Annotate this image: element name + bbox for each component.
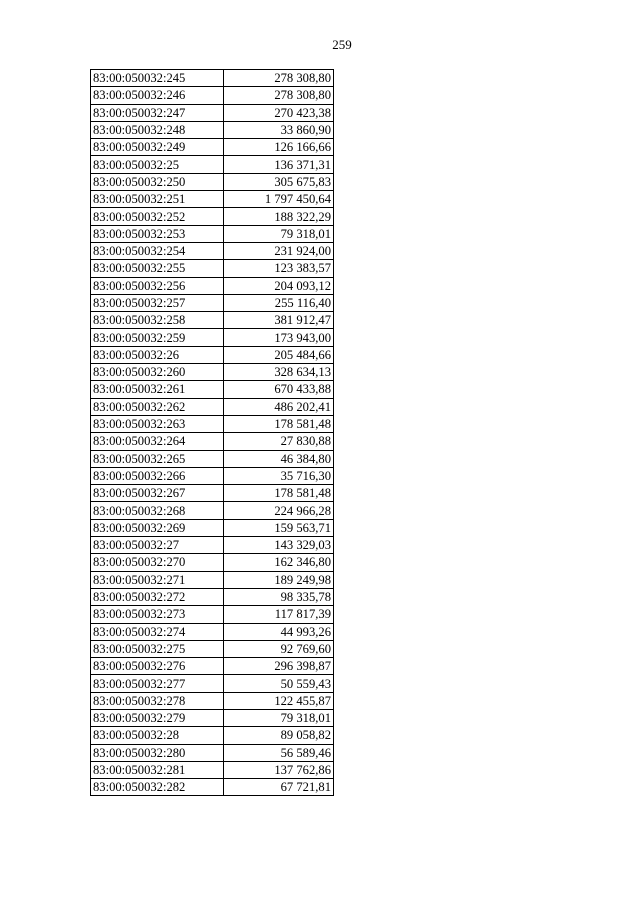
table-row (91, 623, 334, 640)
cadastral-number-cell: 83:00:050032:279 (91, 709, 224, 726)
cadastral-number-cell: 83:00:050032:272 (91, 588, 224, 605)
cadastral-number-cell: 83:00:050032:266 (91, 467, 224, 484)
page-number: 259 (332, 37, 352, 52)
table-row (91, 346, 334, 363)
cadastral-number-cell: 83:00:050032:253 (91, 225, 224, 242)
cadastral-number-cell: 83:00:050032:26 (91, 346, 224, 363)
value-cell: 35 716,30 (224, 467, 334, 484)
table-row (91, 242, 334, 259)
cadastral-number-cell: 83:00:050032:273 (91, 606, 224, 623)
cadastral-number-cell: 83:00:050032:252 (91, 208, 224, 225)
table-row (91, 709, 334, 726)
cadastral-number-cell: 83:00:050032:247 (91, 104, 224, 121)
cadastral-number-cell: 83:00:050032:257 (91, 294, 224, 311)
table-row (91, 104, 334, 121)
table-row (91, 121, 334, 138)
cadastral-number-cell: 83:00:050032:280 (91, 744, 224, 761)
table-row (91, 744, 334, 761)
table-row (91, 779, 334, 796)
value-cell: 296 398,87 (224, 658, 334, 675)
cadastral-number-cell: 83:00:050032:277 (91, 675, 224, 692)
table-row (91, 260, 334, 277)
cadastral-number-cell: 83:00:050032:25 (91, 156, 224, 173)
table-row (91, 156, 334, 173)
table-row (91, 537, 334, 554)
cadastral-number-cell: 83:00:050032:255 (91, 260, 224, 277)
value-cell: 224 966,28 (224, 502, 334, 519)
value-cell: 79 318,01 (224, 225, 334, 242)
value-cell: 122 455,87 (224, 692, 334, 709)
table-row (91, 606, 334, 623)
cadastral-number-cell: 83:00:050032:265 (91, 450, 224, 467)
cadastral-number-cell: 83:00:050032:271 (91, 571, 224, 588)
value-cell: 231 924,00 (224, 242, 334, 259)
table-row (91, 381, 334, 398)
value-cell: 98 335,78 (224, 588, 334, 605)
value-cell: 89 058,82 (224, 727, 334, 744)
value-cell: 204 093,12 (224, 277, 334, 294)
table-row (91, 398, 334, 415)
value-cell: 278 308,80 (224, 70, 334, 87)
value-cell: 173 943,00 (224, 329, 334, 346)
cadastral-number-cell: 83:00:050032:267 (91, 485, 224, 502)
value-cell: 56 589,46 (224, 744, 334, 761)
cadastral-number-cell: 83:00:050032:256 (91, 277, 224, 294)
table-row (91, 467, 334, 484)
cadastral-number-cell: 83:00:050032:276 (91, 658, 224, 675)
value-cell: 270 423,38 (224, 104, 334, 121)
table-row (91, 70, 334, 87)
table-row (91, 225, 334, 242)
value-cell: 205 484,66 (224, 346, 334, 363)
table-row (91, 727, 334, 744)
cadastral-number-cell: 83:00:050032:281 (91, 761, 224, 778)
value-cell: 117 817,39 (224, 606, 334, 623)
table-row (91, 294, 334, 311)
value-cell: 328 634,13 (224, 364, 334, 381)
value-cell: 46 384,80 (224, 450, 334, 467)
table-row (91, 519, 334, 536)
cadastral-number-cell: 83:00:050032:27 (91, 537, 224, 554)
cadastral-number-cell: 83:00:050032:245 (91, 70, 224, 87)
cadastral-number-cell: 83:00:050032:261 (91, 381, 224, 398)
table-row (91, 502, 334, 519)
value-cell: 278 308,80 (224, 87, 334, 104)
value-cell: 159 563,71 (224, 519, 334, 536)
table-row (91, 191, 334, 208)
cadastral-number-cell: 83:00:050032:249 (91, 139, 224, 156)
cadastral-number-cell: 83:00:050032:278 (91, 692, 224, 709)
cadastral-number-cell: 83:00:050032:250 (91, 173, 224, 190)
table-row (91, 277, 334, 294)
value-cell: 188 322,29 (224, 208, 334, 225)
table-row (91, 208, 334, 225)
value-cell: 33 860,90 (224, 121, 334, 138)
value-cell: 381 912,47 (224, 312, 334, 329)
table-row (91, 139, 334, 156)
value-cell: 126 166,66 (224, 139, 334, 156)
cadastral-number-cell: 83:00:050032:268 (91, 502, 224, 519)
cadastral-number-cell: 83:00:050032:262 (91, 398, 224, 415)
value-cell: 162 346,80 (224, 554, 334, 571)
table-row (91, 87, 334, 104)
table-row (91, 554, 334, 571)
value-cell: 143 329,03 (224, 537, 334, 554)
cadastral-number-cell: 83:00:050032:259 (91, 329, 224, 346)
value-cell: 92 769,60 (224, 640, 334, 657)
table-row (91, 312, 334, 329)
table-row (91, 692, 334, 709)
value-cell: 50 559,43 (224, 675, 334, 692)
table-row (91, 588, 334, 605)
cadastral-value-table (90, 69, 334, 796)
table-row (91, 415, 334, 432)
cadastral-number-cell: 83:00:050032:254 (91, 242, 224, 259)
cadastral-number-cell: 83:00:050032:258 (91, 312, 224, 329)
value-cell: 123 383,57 (224, 260, 334, 277)
table-row (91, 761, 334, 778)
value-cell: 137 762,86 (224, 761, 334, 778)
value-cell: 27 830,88 (224, 433, 334, 450)
table-row (91, 485, 334, 502)
table-row (91, 173, 334, 190)
cadastral-number-cell: 83:00:050032:263 (91, 415, 224, 432)
cadastral-number-cell: 83:00:050032:269 (91, 519, 224, 536)
value-cell: 486 202,41 (224, 398, 334, 415)
table-row (91, 450, 334, 467)
table-row (91, 675, 334, 692)
value-cell: 79 318,01 (224, 709, 334, 726)
table-row (91, 571, 334, 588)
value-cell: 255 116,40 (224, 294, 334, 311)
cadastral-number-cell: 83:00:050032:251 (91, 191, 224, 208)
table-row (91, 433, 334, 450)
table-row (91, 658, 334, 675)
value-cell: 44 993,26 (224, 623, 334, 640)
cadastral-number-cell: 83:00:050032:282 (91, 779, 224, 796)
value-cell: 670 433,88 (224, 381, 334, 398)
table-body (91, 70, 334, 796)
cadastral-number-cell: 83:00:050032:28 (91, 727, 224, 744)
value-cell: 1 797 450,64 (224, 191, 334, 208)
value-cell: 189 249,98 (224, 571, 334, 588)
value-cell: 305 675,83 (224, 173, 334, 190)
cadastral-number-cell: 83:00:050032:246 (91, 87, 224, 104)
value-cell: 136 371,31 (224, 156, 334, 173)
value-cell: 178 581,48 (224, 415, 334, 432)
cadastral-number-cell: 83:00:050032:274 (91, 623, 224, 640)
table-row (91, 640, 334, 657)
value-cell: 67 721,81 (224, 779, 334, 796)
table-row (91, 329, 334, 346)
table-row (91, 364, 334, 381)
cadastral-number-cell: 83:00:050032:260 (91, 364, 224, 381)
value-cell: 178 581,48 (224, 485, 334, 502)
cadastral-number-cell: 83:00:050032:264 (91, 433, 224, 450)
cadastral-number-cell: 83:00:050032:270 (91, 554, 224, 571)
cadastral-number-cell: 83:00:050032:248 (91, 121, 224, 138)
cadastral-number-cell: 83:00:050032:275 (91, 640, 224, 657)
